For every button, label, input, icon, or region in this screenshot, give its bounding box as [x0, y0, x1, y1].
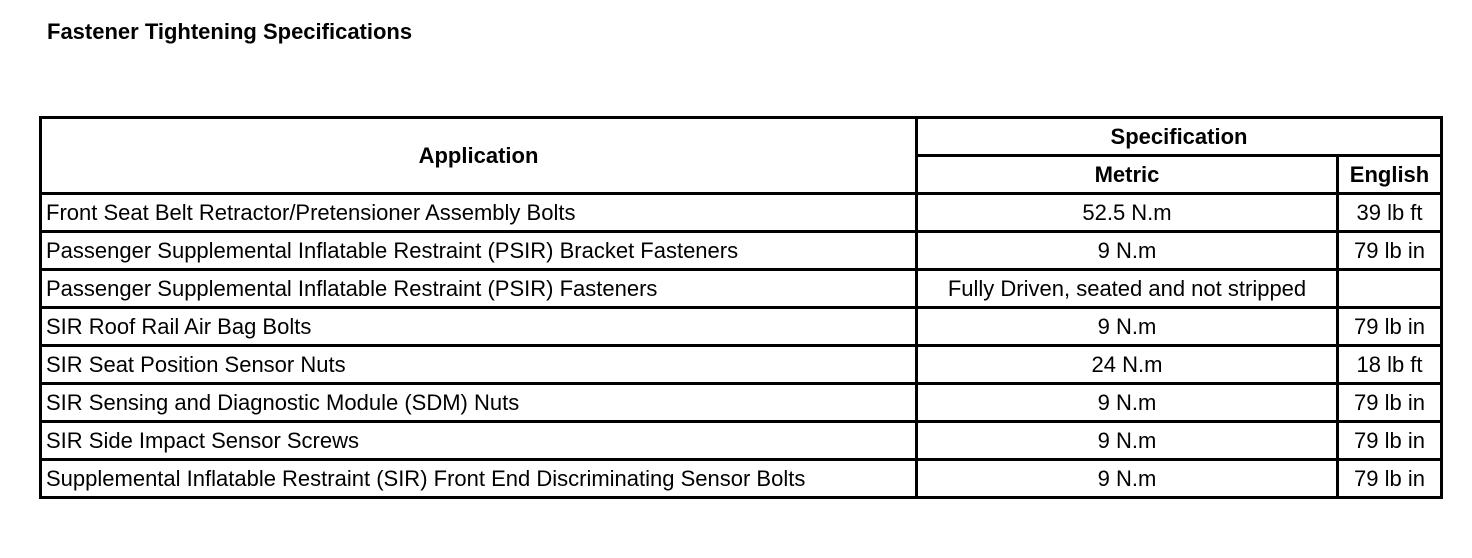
english-cell: 79 lb in	[1338, 422, 1442, 460]
table-row	[41, 460, 1442, 498]
english-cell: 79 lb in	[1338, 384, 1442, 422]
header-row-top	[41, 118, 1442, 156]
english-column-header: English	[1338, 156, 1442, 194]
table-body	[41, 194, 1442, 498]
english-cell: 79 lb in	[1338, 308, 1442, 346]
english-cell: 79 lb in	[1338, 232, 1442, 270]
table-row	[41, 232, 1442, 270]
english-cell: 39 lb ft	[1338, 194, 1442, 232]
english-cell: 79 lb in	[1338, 460, 1442, 498]
metric-cell: 9 N.m	[917, 422, 1338, 460]
application-cell: SIR Roof Rail Air Bag Bolts	[41, 308, 917, 346]
english-cell	[1338, 270, 1442, 308]
metric-cell: 9 N.m	[917, 308, 1338, 346]
table-row	[41, 270, 1442, 308]
application-cell: SIR Sensing and Diagnostic Module (SDM) Nuts	[41, 384, 917, 422]
application-cell: Front Seat Belt Retractor/Pretensioner Assembly Bolts	[41, 194, 917, 232]
application-cell: Passenger Supplemental Inflatable Restraint (PSIR) Fasteners	[41, 270, 917, 308]
metric-cell: 9 N.m	[917, 384, 1338, 422]
english-cell: 18 lb ft	[1338, 346, 1442, 384]
metric-cell: 9 N.m	[917, 232, 1338, 270]
table-row	[41, 194, 1442, 232]
table-row	[41, 346, 1442, 384]
application-cell: SIR Seat Position Sensor Nuts	[41, 346, 917, 384]
metric-column-header: Metric	[917, 156, 1338, 194]
table-row	[41, 384, 1442, 422]
table-header	[41, 118, 1442, 194]
application-cell: Supplemental Inflatable Restraint (SIR) Front End Discriminating Sensor Bolts	[41, 460, 917, 498]
table-row	[41, 308, 1442, 346]
application-column-header: Application	[41, 118, 917, 194]
specification-column-header: Specification	[917, 118, 1442, 156]
metric-cell: 52.5 N.m	[917, 194, 1338, 232]
metric-cell: 24 N.m	[917, 346, 1338, 384]
fastener-spec-table	[39, 116, 1443, 499]
application-cell: Passenger Supplemental Inflatable Restraint (PSIR) Bracket Fasteners	[41, 232, 917, 270]
application-cell: SIR Side Impact Sensor Screws	[41, 422, 917, 460]
metric-cell: Fully Driven, seated and not stripped	[917, 270, 1338, 308]
page-title: Fastener Tightening Specifications	[47, 19, 413, 44]
metric-cell: 9 N.m	[917, 460, 1338, 498]
table-row	[41, 422, 1442, 460]
